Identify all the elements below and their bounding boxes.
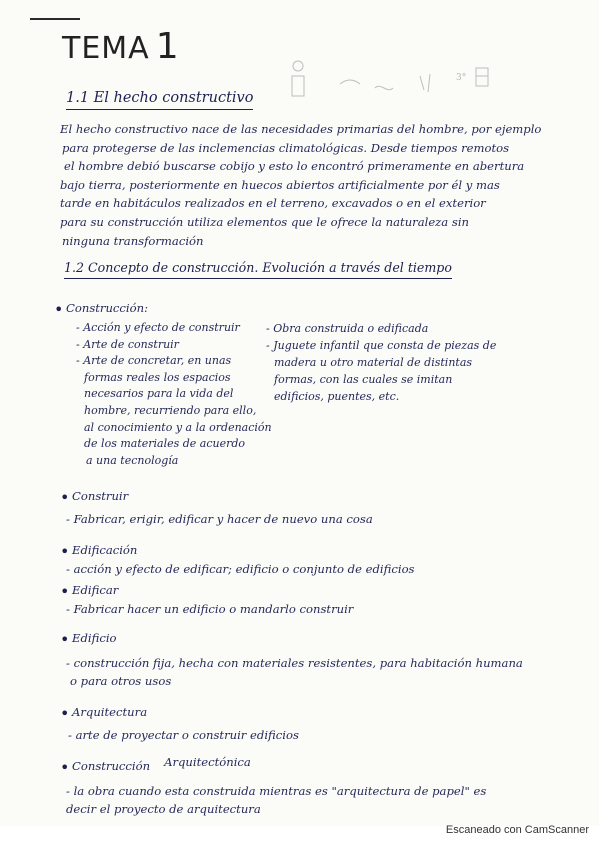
term-construccion-arquitectonica: Construcción Arquitectónica [72, 755, 251, 773]
construccion-left-column [76, 320, 272, 469]
bullet: • [60, 630, 70, 649]
term-arquitectura: Arquitectura [72, 705, 148, 719]
section-1-paragraph [60, 120, 541, 250]
scanner-watermark: Escaneado con CamScanner [445, 824, 589, 836]
definition-line: - Arte de construir [76, 337, 179, 351]
construccion-right-column [266, 320, 496, 405]
bullet: • [60, 704, 70, 723]
bullet: • [60, 582, 70, 601]
definition-line: a una tecnología [86, 453, 179, 467]
paragraph-line: el hombre debió buscarse cobijo y esto lo encontró primeramente en abertura [64, 159, 525, 174]
definition-line: madera u otro material de distintas [274, 356, 473, 369]
definition-line: edificios, puentes, etc. [274, 390, 400, 403]
svg-text:3°: 3° [456, 73, 467, 83]
top-rule [30, 18, 80, 20]
definition-line: al conocimiento y a la ordenación [84, 420, 272, 434]
term-construir: Construir [72, 489, 129, 503]
definition-line: de los materiales de acuerdo [84, 437, 246, 451]
title-word: TEMA [62, 31, 150, 66]
bullet: • [60, 488, 70, 507]
page-title [62, 26, 180, 67]
term-edificacion: Edificación [72, 543, 138, 557]
definition-arquitectura: - arte de proyectar o construir edificios [68, 728, 299, 742]
section-2-heading: 1.2 Concepto de construcción. Evolución a través del tiempo [64, 260, 452, 275]
definition-line: - Juguete infantil que consta de piezas de [266, 339, 497, 352]
paragraph-line: tarde en habitáculos realizados en el terreno, excavados o en el exterior [60, 196, 486, 211]
paragraph-line: ninguna transformación [62, 233, 204, 248]
definition-line: - Arte de concretar, en unas [76, 354, 232, 368]
definition-edificacion: - acción y efecto de edificar; edificio o conjunto de edificios [66, 562, 415, 576]
definition-line: - Obra construida o edificada [266, 322, 429, 335]
definition-edificio-line-2: o para otros usos [70, 674, 172, 688]
bullet: • [60, 542, 70, 561]
paragraph-line: bajo tierra, posteriormente en huecos abiertos artificialmente por él y mas [60, 177, 500, 192]
faint-sketches [280, 48, 510, 108]
definition-construir: - Fabricar, erigir, edificar y hacer de nuevo una cosa [66, 512, 373, 526]
definition-construccion-arquitectonica-line-2: decir el proyecto de arquitectura [66, 802, 261, 816]
definition-line: necesarios para la vida del [84, 387, 234, 401]
paragraph-line: El hecho constructivo nace de las necesidades primarias del hombre, por ejemplo [60, 122, 542, 136]
definition-line: hombre, recurriendo para ello, [84, 403, 257, 417]
term-edificio: Edificio [72, 631, 117, 645]
term-construccion: Construcción: [66, 301, 148, 315]
term-edificar: Edificar [72, 583, 119, 597]
definition-line: - Acción y efecto de construir [76, 321, 240, 334]
section-1-heading: 1.1 El hecho constructivo [66, 90, 253, 106]
bullet: • [54, 300, 64, 319]
definition-edificar: - Fabricar hacer un edificio o mandarlo construir [66, 602, 354, 616]
bullet: • [60, 758, 70, 777]
title-number: 1 [155, 26, 180, 67]
definition-line: formas reales los espacios [84, 370, 231, 384]
paragraph-line: para su construcción utiliza elementos que le ofrece la naturaleza sin [60, 214, 470, 229]
definition-edificio-line-1: - construcción fija, hecha con materiales resistentes, para habitación humana [66, 656, 523, 670]
paragraph-line: para protegerse de las inclemencias climatológicas. Desde tiempos remotos [62, 140, 510, 155]
definition-construccion-arquitectonica-line-1: - la obra cuando esta construida mientras es "arquitectura de papel" es [66, 784, 487, 798]
definition-line: formas, con las cuales se imitan [274, 373, 453, 386]
